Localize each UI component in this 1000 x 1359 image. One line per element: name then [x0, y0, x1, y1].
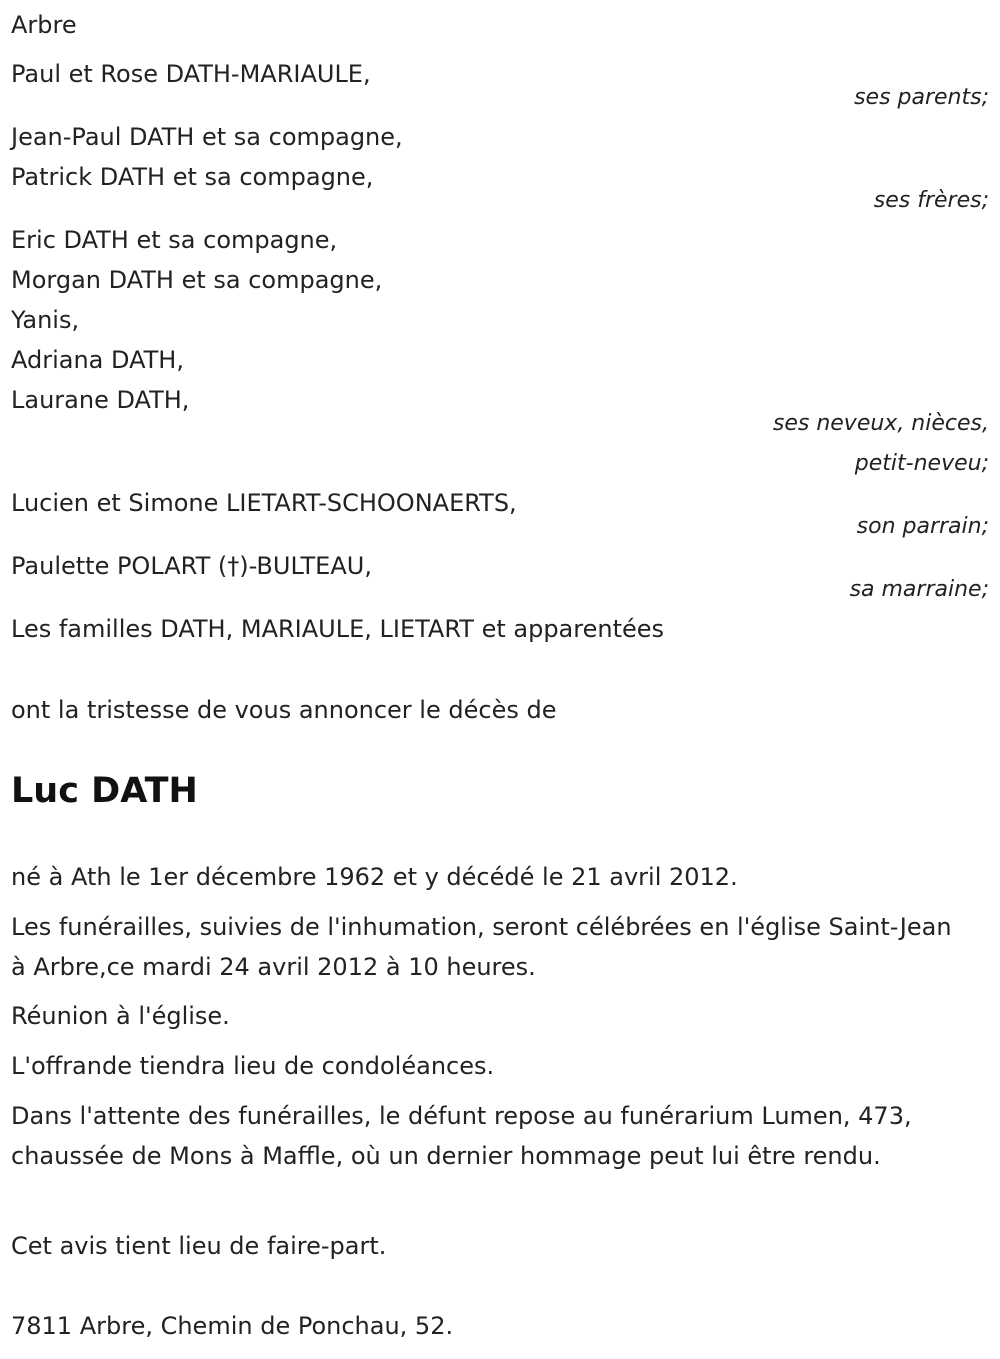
nephew-1: Eric DATH et sa compagne,	[11, 226, 338, 254]
notice-line: Cet avis tient lieu de faire-part.	[11, 1232, 387, 1260]
godfather-relation: son parrain;	[856, 514, 989, 539]
birth-death-line: né à Ath le 1er décembre 1962 et y décédé le 21 avril 2012.	[11, 863, 738, 891]
offering-line: L'offrande tiendra lieu de condoléances.	[11, 1052, 495, 1080]
nephew-3: Yanis,	[11, 306, 80, 334]
funeral-paragraph: Les funérailles, suivies de l'inhumation, seront célébrées en l'église Saint-Jean à Arbre,ce mardi 24 avril 2012 à 10 heures.	[11, 913, 952, 981]
nephew-2: Morgan DATH et sa compagne,	[11, 266, 383, 294]
address-line: 7811 Arbre, Chemin de Ponchau, 52.	[11, 1312, 454, 1340]
meeting-line: Réunion à l'église.	[11, 1002, 230, 1030]
godfather-names: Lucien et Simone LIETART-SCHOONAERTS,	[11, 489, 517, 517]
nephew-5: Laurane DATH,	[11, 386, 190, 414]
nephew-4: Adriana DATH,	[11, 346, 184, 374]
brothers-relation: ses frères;	[873, 188, 989, 213]
brother-2: Patrick DATH et sa compagne,	[11, 163, 374, 191]
nephews-relation-2: petit-neveu;	[854, 451, 989, 476]
nephews-relation-1: ses neveux, nièces,	[772, 411, 989, 436]
parents-names: Paul et Rose DATH-MARIAULE,	[11, 60, 371, 88]
parents-relation: ses parents;	[854, 85, 989, 110]
viewing-paragraph: Dans l'attente des funérailles, le défunt repose au funérarium Lumen, 473, chaussée de Mons à Maffle, où un dernier hommage peut lui être rendu.	[11, 1102, 912, 1170]
deceased-name: Luc DATH	[11, 771, 198, 811]
brother-1: Jean-Paul DATH et sa compagne,	[11, 123, 403, 151]
town-header: Arbre	[11, 11, 77, 39]
announcement-intro: ont la tristesse de vous annoncer le décès de	[11, 696, 557, 724]
families-line: Les familles DATH, MARIAULE, LIETART et apparentées	[11, 615, 665, 643]
godmother-name: Paulette POLART (†)-BULTEAU,	[11, 552, 372, 580]
godmother-relation: sa marraine;	[849, 577, 989, 602]
